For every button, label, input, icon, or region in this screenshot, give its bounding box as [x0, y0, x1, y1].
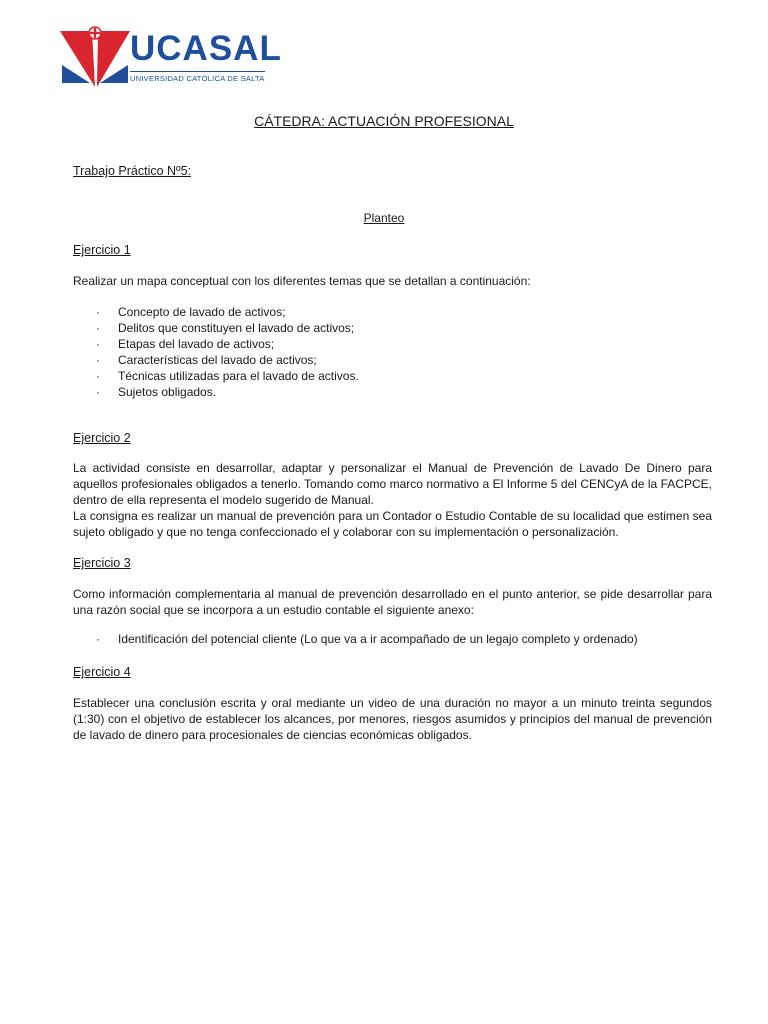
exercise-3-heading: Ejercicio 3 — [73, 556, 131, 570]
exercise-3-paragraph: Como información complementaria al manual de prevención desarrollado en el punto anterior, se pide desarrollar para una razón social que se incorpora a un estudio contable el siguiente anexo: — [73, 587, 712, 617]
list-item: · Sujetos obligados. — [96, 384, 359, 400]
exercise-4-paragraph: Establecer una conclusión escrita y oral mediante un video de una duración no mayor a un minuto treinta segundos (1:30) con el objetivo de establecer los alcances, por menores, riesgos asumidos y principios del manual de prevención de lavado de dinero para procesionales de ciencias económicas obligados. — [73, 696, 712, 742]
exercise-2-heading: Ejercicio 2 — [73, 431, 131, 445]
bullet-icon: · — [96, 632, 100, 646]
exercise-1-list — [96, 304, 359, 400]
logo-subtitle: UNIVERSIDAD CATÓLICA DE SALTA — [130, 71, 265, 83]
exercise-4-heading: Ejercicio 4 — [73, 665, 131, 679]
course-title: CÁTEDRA: ACTUACIÓN PROFESIONAL — [254, 113, 514, 129]
assignment-title: Trabajo Práctico Nº5: — [73, 164, 192, 178]
exercise-2-paragraph-1: La actividad consiste en desarrollar, adaptar y personalizar el Manual de Prevención de Lavado De Dinero para aquellos profesionales obligados a tenerlo. Tomando como marco normativo a El Informe 5 del CENCyA de la FACPCE, dentro de ella representa el modelo sugerido de Manual. — [73, 461, 712, 507]
exercise-2-paragraph-2: La consigna es realizar un manual de prevención para un Contador o Estudio Contable de su localidad que estimen sea sujeto obligado y que no tenga confeccionado el y colaborar con su implementación o personalización. — [73, 509, 712, 539]
section-title-planteo: Planteo — [363, 211, 405, 225]
logo-name: UCASAL — [130, 29, 282, 68]
list-item: · Etapas del lavado de activos; — [96, 336, 359, 352]
exercise-1-heading: Ejercicio 1 — [73, 243, 131, 257]
list-item: · Concepto de lavado de activos; — [96, 304, 359, 320]
exercise-3-item-text: Identificación del potencial cliente (Lo que va a ir acompañado de un legajo completo y ordenado) — [118, 632, 638, 646]
list-item: · Técnicas utilizadas para el lavado de activos. — [96, 368, 359, 384]
list-item: · Delitos que constituyen el lavado de activos; — [96, 320, 359, 336]
list-item: · Características del lavado de activos; — [96, 352, 359, 368]
exercise-3-list-item — [96, 631, 638, 647]
ucasal-emblem-icon — [60, 25, 130, 93]
ucasal-logo — [50, 25, 284, 93]
exercise-1-intro: Realizar un mapa conceptual con los diferentes temas que se detallan a continuación: — [73, 274, 531, 288]
